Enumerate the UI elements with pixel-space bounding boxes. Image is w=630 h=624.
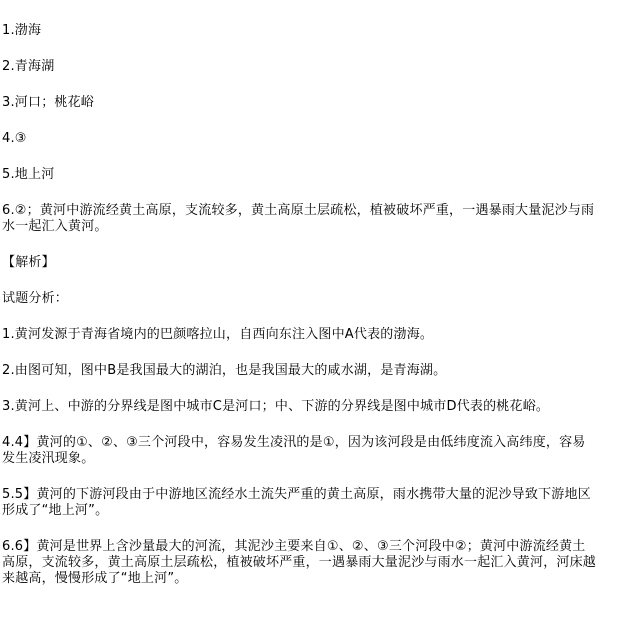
- analysis-5-line-2: 形成了“地上河”。: [2, 503, 109, 518]
- answer-2: 2.青海湖: [2, 59, 55, 74]
- analysis-4-line-2: 发生凌汛现象。: [2, 451, 95, 466]
- answer-6-line-2: 水一起汇入黄河。: [2, 219, 108, 234]
- answer-6-line-1: 6.②；黄河中游流经黄土高原，支流较多，黄土高原土层疏松，植被破坏严重，一遇暴雨大量泥沙与雨: [2, 203, 595, 218]
- analysis-intro: 试题分析：: [2, 291, 69, 306]
- analysis-6-line-2: 高原，支流较多，黄土高原土层疏松，植被破坏严重，一遇暴雨大量泥沙与雨水一起汇入黄河，河床越: [2, 555, 597, 570]
- analysis-heading: 【解析】: [2, 255, 55, 270]
- analysis-3: 3.黄河上、中游的分界线是图中城市C是河口；中、下游的分界线是图中城市D代表的桃花峪。: [2, 399, 550, 414]
- analysis-6-line-3: 来越高，慢慢形成了“地上河”。: [2, 571, 188, 586]
- answer-3: 3.河口；桃花峪: [2, 95, 95, 110]
- analysis-4-line-1: 4.4】黄河的①、②、③三个河段中，容易发生凌汛的是①，因为该河段是由低纬度流入高纬度，容易: [2, 435, 586, 450]
- analysis-6-line-1: 6.6】黄河是世界上含沙量最大的河流，其泥沙主要来自①、②、③三个河段中②；黄河中游流经黄土: [2, 539, 586, 554]
- analysis-1: 1.黄河发源于青海省境内的巴颜喀拉山，自西向东注入图中A代表的渤海。: [2, 327, 434, 342]
- analysis-2: 2.由图可知，图中B是我国最大的湖泊，也是我国最大的咸水湖，是青海湖。: [2, 363, 447, 378]
- analysis-5-line-1: 5.5】黄河的下游河段由于中游地区流经水土流失严重的黄土高原，雨水携带大量的泥沙导致下游地区: [2, 487, 591, 502]
- answer-4: 4.③: [2, 131, 27, 146]
- answer-1: 1.渤海: [2, 23, 42, 38]
- answer-5: 5.地上河: [2, 167, 55, 182]
